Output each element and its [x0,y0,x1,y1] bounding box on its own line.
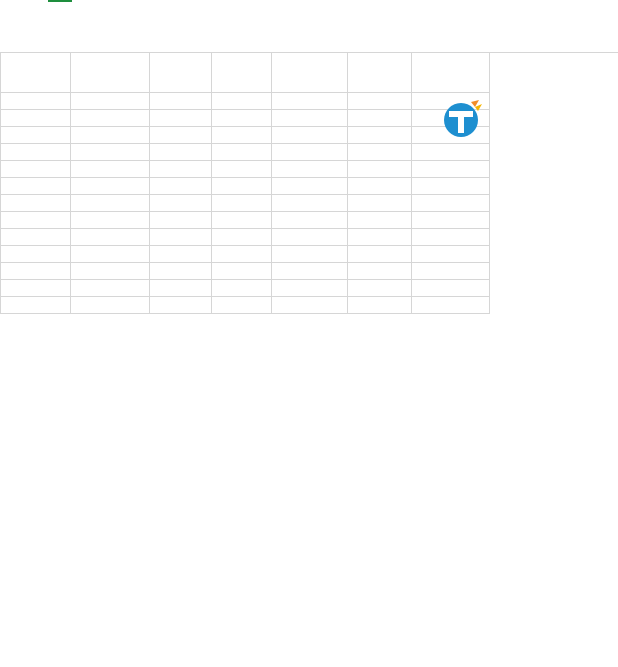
high-cell[interactable] [70,280,149,297]
low-cell[interactable] [149,263,211,280]
highest-high-cell[interactable] [211,93,271,110]
header-current-close[interactable] [348,53,412,93]
table-row [1,161,618,178]
lowest-low-cell[interactable] [271,161,348,178]
current-close-cell[interactable] [348,127,412,144]
current-close-cell[interactable] [348,263,412,280]
stochastic-cell[interactable] [412,161,490,178]
date-cell[interactable] [1,127,71,144]
current-close-cell[interactable] [348,178,412,195]
high-cell[interactable] [70,110,149,127]
data-table [0,52,618,314]
lowest-low-cell[interactable] [271,93,348,110]
lowest-low-cell[interactable] [271,144,348,161]
low-cell[interactable] [149,178,211,195]
table-row [1,195,618,212]
lowest-low-cell[interactable] [271,212,348,229]
current-close-cell[interactable] [348,297,412,314]
high-cell[interactable] [70,246,149,263]
totrieu-logo [441,98,571,140]
title-cell[interactable] [48,0,618,53]
high-cell[interactable] [70,178,149,195]
table-row [1,212,618,229]
header-stochastic[interactable] [412,53,490,93]
current-close-cell[interactable] [348,93,412,110]
date-cell[interactable] [1,280,71,297]
header-lowest-low[interactable] [271,53,348,93]
stochastic-cell[interactable] [412,297,490,314]
header-row [1,53,618,93]
lowest-low-cell[interactable] [271,229,348,246]
table-row [1,178,618,195]
current-close-cell[interactable] [348,195,412,212]
lowest-low-cell[interactable] [271,127,348,144]
table-row [1,280,618,297]
high-cell[interactable] [70,161,149,178]
low-cell[interactable] [149,195,211,212]
lowest-low-cell[interactable] [271,280,348,297]
date-cell[interactable] [1,212,71,229]
low-cell[interactable] [149,161,211,178]
stochastic-cell[interactable] [412,280,490,297]
stochastic-cell[interactable] [412,212,490,229]
high-cell[interactable] [70,93,149,110]
stochastic-cell[interactable] [412,195,490,212]
current-close-cell[interactable] [348,161,412,178]
low-cell[interactable] [149,246,211,263]
high-cell[interactable] [70,144,149,161]
date-cell[interactable] [1,93,71,110]
highest-high-cell[interactable] [211,212,271,229]
table-row [1,297,618,314]
table-row [1,263,618,280]
header-highest-high[interactable] [211,53,271,93]
highest-high-cell[interactable] [211,127,271,144]
highest-high-cell[interactable] [211,246,271,263]
date-cell[interactable] [1,178,71,195]
current-close-cell[interactable] [348,212,412,229]
low-cell[interactable] [149,229,211,246]
highest-high-cell[interactable] [211,144,271,161]
current-close-cell[interactable] [348,144,412,161]
low-cell[interactable] [149,144,211,161]
lowest-low-cell[interactable] [271,263,348,280]
date-cell[interactable] [1,246,71,263]
current-close-cell[interactable] [348,110,412,127]
highest-high-cell[interactable] [211,280,271,297]
high-cell[interactable] [70,212,149,229]
lowest-low-cell[interactable] [271,178,348,195]
logo-mark-icon [441,98,485,138]
current-close-cell[interactable] [348,229,412,246]
high-cell[interactable] [70,297,149,314]
highest-high-cell[interactable] [211,178,271,195]
highest-high-cell[interactable] [211,297,271,314]
stochastic-cell[interactable] [412,246,490,263]
high-cell[interactable] [70,195,149,212]
stochastic-cell[interactable] [412,263,490,280]
highest-high-cell[interactable] [211,263,271,280]
stochastic-cell[interactable] [412,229,490,246]
lowest-low-cell[interactable] [271,195,348,212]
table-row [1,229,618,246]
low-cell[interactable] [149,280,211,297]
date-cell[interactable] [1,195,71,212]
stochastic-cell[interactable] [412,144,490,161]
low-cell[interactable] [149,110,211,127]
header-date[interactable] [1,53,71,93]
low-cell[interactable] [149,212,211,229]
table-row [1,144,618,161]
lowest-low-cell[interactable] [271,110,348,127]
date-cell[interactable] [1,297,71,314]
low-cell[interactable] [149,127,211,144]
lowest-low-cell[interactable] [271,297,348,314]
highest-high-cell[interactable] [211,195,271,212]
highest-high-cell[interactable] [211,110,271,127]
lowest-low-cell[interactable] [271,246,348,263]
table-row [1,246,618,263]
highest-high-cell[interactable] [211,229,271,246]
low-cell[interactable] [149,93,211,110]
date-cell[interactable] [1,263,71,280]
header-high[interactable] [70,53,149,93]
date-cell[interactable] [1,144,71,161]
highest-high-cell[interactable] [211,161,271,178]
date-cell[interactable] [1,161,71,178]
stochastic-cell[interactable] [412,178,490,195]
high-cell[interactable] [70,263,149,280]
current-close-cell[interactable] [348,280,412,297]
date-cell[interactable] [1,110,71,127]
header-low[interactable] [149,53,211,93]
date-cell[interactable] [1,229,71,246]
high-cell[interactable] [70,127,149,144]
current-close-cell[interactable] [348,246,412,263]
low-cell[interactable] [149,297,211,314]
high-cell[interactable] [70,229,149,246]
